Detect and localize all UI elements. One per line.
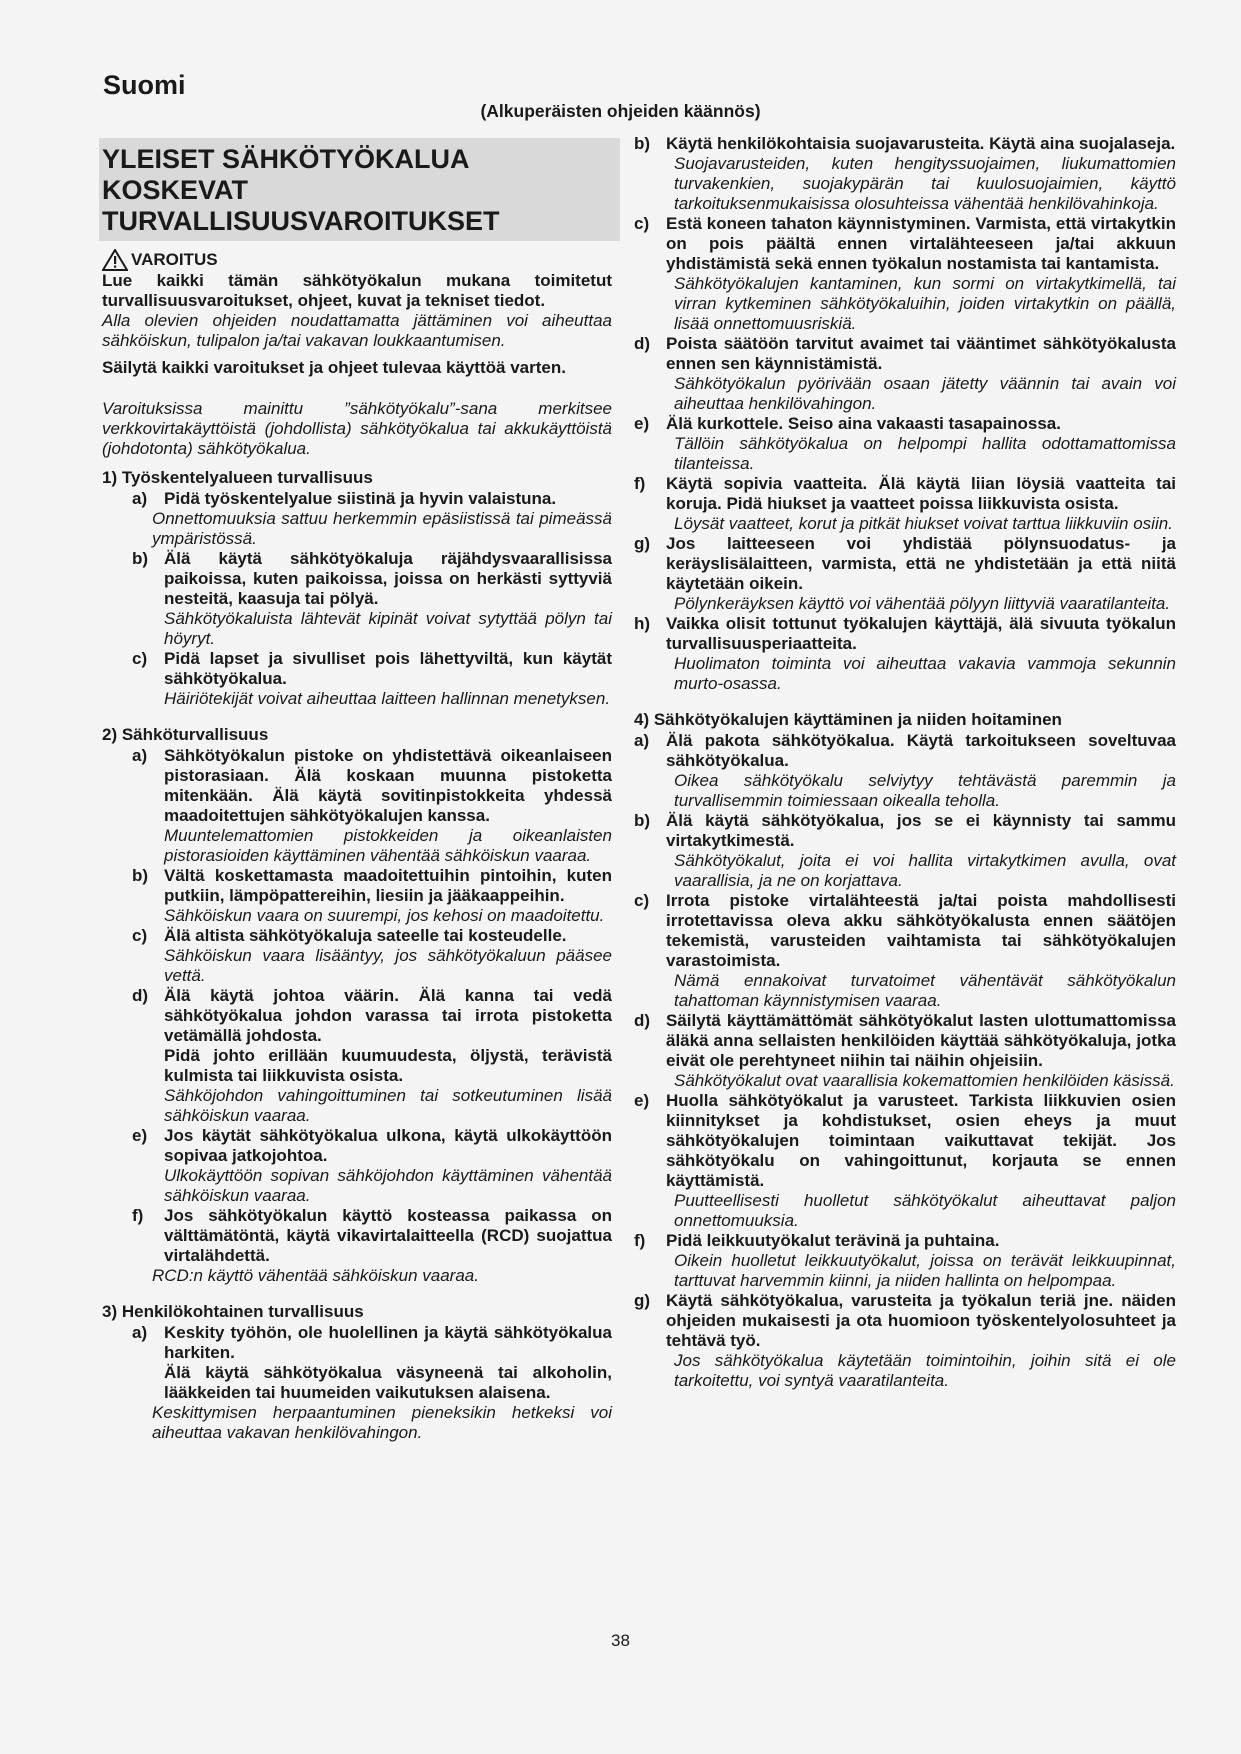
item-label: g)	[634, 1291, 651, 1310]
language-heading: Suomi	[103, 70, 186, 100]
item-bold: Käytä sopivia vaatteita. Älä käytä liian löysiä vaatteita tai koruja. Pidä hiukset ja vaatteet poissa liikkuvista osista.	[666, 474, 1176, 513]
item-italic: Puutteellisesti huolletut sähkötyökalut aiheuttavat paljon onnettomuuksia.	[674, 1191, 1176, 1230]
item-label: e)	[634, 414, 650, 433]
item-bold: Pidä leikkuutyökalut terävinä ja puhtaina.	[666, 1231, 1000, 1250]
list-item	[634, 1231, 1176, 1251]
item-italic: Jos sähkötyökalua käytetään toimintoihin, joihin sitä ei ole tarkoitettu, voi syntyä vaaratilanteita.	[674, 1351, 1176, 1390]
item-label: c)	[132, 649, 148, 668]
intro-italic: Alla olevien ohjeiden noudattamatta jättäminen voi aiheuttaa sähköiskun, tulipalon ja/tai vakavan loukkaantumisen.	[102, 311, 612, 350]
list-item	[102, 649, 612, 689]
item-italic: Sähköiskun vaara on suurempi, jos kehosi on maadoitettu.	[164, 906, 605, 925]
keep-instructions: Säilytä kaikki varoitukset ja ohjeet tulevaa käyttöä varten.	[102, 358, 566, 377]
item-label: a)	[132, 1323, 148, 1342]
item-italic: Tällöin sähkötyökalua on helpompi hallita odottamattomissa tilanteissa.	[674, 434, 1176, 473]
item-bold: Säilytä käyttämättömät sähkötyökalut lasten ulottumattomissa äläkä anna sellaisten henkilöiden käyttää sähkötyökaluja, jotka eivät ole perehtyneet niihin tai näihin ohjeisiin.	[666, 1011, 1176, 1070]
item-bold: Jos käytät sähkötyökalua ulkona, käytä ulkokäyttöön sopivaa jatkojohtoa.	[164, 1126, 612, 1165]
list-item	[634, 891, 1176, 971]
item-italic: Suojavarusteiden, kuten hengityssuojaimen, liukumattomien turvakenkien, suojakypärän tai kuulosuojaimien, käyttö tarkoituksenmukaisissa olosuhteissa vähentää henkilövahinkoja.	[674, 154, 1176, 213]
banner-line: YLEISET SÄHKÖTYÖKALUA	[102, 144, 470, 174]
item-italic: Onnettomuuksia sattuu herkemmin epäsiistissä tai pimeässä ympäristössä.	[152, 509, 612, 548]
section-3-title: 3) Henkilökohtainen turvallisuus	[102, 1302, 364, 1321]
item-italic: Oikein huolletut leikkuutyökalut, joissa on terävät leikkuupinnat, tarttuvat harvemmin kiinni, ja niiden hallinta on helpompaa.	[674, 1251, 1176, 1290]
item-label: f)	[132, 1206, 144, 1225]
item-italic: Sähköjohdon vahingoittuminen tai sotkeutuminen lisää sähköiskun vaaraa.	[164, 1086, 612, 1125]
item-bold: Irrota pistoke virtalähteestä ja/tai poista mahdollisesti irrotettavissa oleva akku sähkötyökalusta ennen säätöjen tekemistä, varusteiden vaihtamista tai sähkötyökalujen varastoimista.	[666, 891, 1176, 970]
item-bold: Vaikka olisit tottunut työkalujen käyttäjä, älä sivuuta työkalun turvallisuusperiaatteita.	[666, 614, 1176, 653]
item-bold-continued: Älä käytä sähkötyökalua väsyneenä tai alkoholin, lääkkeiden tai huumeiden vaikutuksen alaisena.	[164, 1363, 612, 1402]
warning-heading	[102, 249, 612, 271]
item-italic: Nämä ennakoivat turvatoimet vähentävät sähkötyökalun tahattoman käynnistymisen vaaraa.	[674, 971, 1176, 1010]
item-italic: Sähkötyökalujen kantaminen, kun sormi on virtakytkimellä, tai virran kytkeminen sähkötyökaluihin, joiden virtakytkin on päällä, lisää onnettomuusriskiä.	[674, 274, 1176, 333]
list-item	[634, 1291, 1176, 1351]
list-item	[102, 1206, 612, 1266]
list-item	[634, 414, 1176, 434]
item-label: e)	[132, 1126, 148, 1145]
item-italic: Häiriötekijät voivat aiheuttaa laitteen hallinnan menetyksen.	[164, 689, 611, 708]
list-item	[634, 731, 1176, 771]
item-bold: Pidä lapset ja sivulliset pois lähettyviltä, kun käytät sähkötyökalua.	[164, 649, 612, 688]
page-number: 38	[611, 1631, 630, 1650]
item-italic: Sähkötyökaluista lähtevät kipinät voivat sytyttää pölyn tai höyryt.	[164, 609, 612, 648]
warning-triangle-icon	[102, 249, 128, 271]
item-italic: Keskittymisen herpaantuminen pieneksikin hetkeksi voi aiheuttaa vakavan henkilövahingon.	[152, 1403, 612, 1442]
item-bold: Sähkötyökalun pistoke on yhdistettävä oikeanlaiseen pistorasiaan. Älä koskaan muunna pistoketta mitenkään. Älä käytä sovitinpistokkeita yhdessä maadoitettujen sähkötyökalujen kanssa.	[164, 746, 612, 825]
list-item	[634, 474, 1176, 514]
item-label: b)	[132, 866, 149, 885]
banner-line: TURVALLISUUSVAROITUKSET	[102, 206, 500, 236]
translation-note: (Alkuperäisten ohjeiden käännös)	[480, 101, 761, 121]
list-item	[102, 746, 612, 826]
item-bold: Älä käytä johtoa väärin. Älä kanna tai vedä sähkötyökalua johdon varassa tai irrota pistoketta vetämällä johdosta.	[164, 986, 612, 1045]
item-italic: Ulkokäyttöön sopivan sähköjohdon käyttäminen vähentää sähköiskun vaaraa.	[164, 1166, 612, 1205]
item-italic: Huolimaton toiminta voi aiheuttaa vakavia vammoja sekunnin murto-osassa.	[674, 654, 1176, 693]
item-label: d)	[132, 986, 149, 1005]
item-italic: Muuntelemattomien pistokkeiden ja oikeanlaisten pistorasioiden käyttäminen vähentää sähköiskun vaaraa.	[164, 826, 612, 865]
item-label: d)	[634, 334, 651, 353]
item-label: a)	[634, 731, 650, 750]
section-1-title: 1) Työskentelyalueen turvallisuus	[102, 468, 373, 487]
list-item	[102, 986, 612, 1046]
intro-bold: Lue kaikki tämän sähkötyökalun mukana toimitetut turvallisuusvaroitukset, ohjeet, kuvat ja tekniset tiedot.	[102, 271, 612, 310]
list-item	[102, 866, 612, 906]
section-2-title: 2) Sähköturvallisuus	[102, 725, 269, 744]
item-italic: Pölynkeräyksen käyttö voi vähentää pölyyn liittyviä vaaratilanteita.	[674, 594, 1171, 613]
item-label: b)	[634, 811, 651, 830]
item-italic: Sähköiskun vaara lisääntyy, jos sähkötyökaluun pääsee vettä.	[164, 946, 612, 985]
list-item	[102, 549, 612, 609]
item-label: a)	[132, 489, 148, 508]
item-label: b)	[634, 134, 651, 153]
left-column	[102, 133, 612, 1443]
section-banner	[99, 138, 620, 241]
list-item	[102, 1126, 612, 1166]
item-bold: Älä kurkottele. Seiso aina vakaasti tasapainossa.	[666, 414, 1061, 433]
item-bold: Keskity työhön, ole huolellinen ja käytä sähkötyökalua harkiten.	[164, 1323, 612, 1362]
item-label: e)	[634, 1091, 650, 1110]
item-label: h)	[634, 614, 651, 633]
warning-label: VAROITUS	[131, 250, 218, 269]
item-bold: Käytä henkilökohtaisia suojavarusteita. Käytä aina suojalaseja.	[666, 134, 1176, 153]
item-label: c)	[132, 926, 148, 945]
item-italic: Sähkötyökalut, joita ei voi hallita virtakytkimen avulla, ovat vaarallisia, ja ne on korjattava.	[674, 851, 1176, 890]
list-item	[634, 534, 1176, 594]
item-bold: Älä käytä sähkötyökalua, jos se ei käynnisty tai sammu virtakytkimestä.	[666, 811, 1176, 850]
item-label: f)	[634, 474, 646, 493]
list-item	[634, 811, 1176, 851]
item-italic: Oikea sähkötyökalu selviytyy tehtävästä paremmin ja turvallisemmin toimiessaan oikealla teholla.	[674, 771, 1176, 810]
item-label: d)	[634, 1011, 651, 1030]
item-bold: Jos laitteeseen voi yhdistää pölynsuodatus- ja keräyslisälaitteen, varmista, että ne yhdistetään ja että niitä käytetään oikein.	[666, 534, 1176, 593]
item-label: c)	[634, 214, 650, 233]
item-bold: Vältä koskettamasta maadoitettuihin pintoihin, kuten putkiin, lämpöpattereihin, liesiin ja jääkaappeihin.	[164, 866, 612, 905]
item-label: g)	[634, 534, 651, 553]
item-bold: Estä koneen tahaton käynnistyminen. Varmista, että virtakytkin on pois päältä ennen virtalähteeseen ja/tai akkuun yhdistämistä sekä ennen työkalun nostamista tai kantamista.	[666, 214, 1176, 273]
item-bold: Älä pakota sähkötyökalua. Käytä tarkoitukseen soveltuvaa sähkötyökalua.	[666, 731, 1176, 770]
list-item	[634, 214, 1176, 274]
item-bold: Poista säätöön tarvitut avaimet tai vääntimet sähkötyökalusta ennen sen käynnistämistä.	[666, 334, 1176, 373]
list-item	[634, 334, 1176, 374]
definition-paragraph: Varoituksissa mainittu ”sähkötyökalu”-sana merkitsee verkkovirtakäyttöistä (johdollista) sähkötyökalua tai akkukäyttöistä (johdotonta) sähkötyökalua.	[102, 399, 612, 458]
right-column	[634, 134, 1176, 1391]
list-item	[634, 1091, 1176, 1191]
item-label: c)	[634, 891, 650, 910]
list-item	[102, 926, 612, 946]
item-label: a)	[132, 746, 148, 765]
list-item	[102, 489, 612, 509]
item-bold: Pidä työskentelyalue siistinä ja hyvin valaistuna.	[164, 489, 557, 508]
item-bold: Jos sähkötyökalun käyttö kosteassa paikassa on välttämätöntä, käytä vikavirtalaitteella (RCD) suojattua virtalähdettä.	[164, 1206, 612, 1265]
item-bold: Älä altista sähkötyökaluja sateelle tai kosteudelle.	[164, 926, 567, 945]
banner-line: KOSKEVAT	[102, 175, 249, 205]
item-italic: RCD:n käyttö vähentää sähköiskun vaaraa.	[152, 1266, 479, 1285]
item-italic: Sähkötyökalut ovat vaarallisia kokemattomien henkilöiden käsissä.	[674, 1071, 1175, 1090]
list-item	[634, 134, 1176, 154]
item-italic: Sähkötyökalun pyörivään osaan jätetty väännin tai avain voi aiheuttaa henkilövahingon.	[674, 374, 1176, 413]
item-bold: Älä käytä sähkötyökaluja räjähdysvaarallisissa paikoissa, kuten paikoissa, joissa on herkästi syttyviä nesteitä, kaasuja tai pölyä.	[164, 549, 612, 608]
item-bold: Käytä sähkötyökalua, varusteita ja työkalun teriä jne. näiden ohjeiden mukaisesti ja ota huomioon työskentelyolosuhteet ja tehtävä työ.	[666, 1291, 1176, 1350]
item-label: f)	[634, 1231, 646, 1250]
item-bold-continued: Pidä johto erillään kuumuudesta, öljystä, terävistä kulmista tai liikkuvista osista.	[164, 1046, 612, 1085]
list-item	[634, 614, 1176, 654]
section-4-title: 4) Sähkötyökalujen käyttäminen ja niiden hoitaminen	[634, 710, 1062, 729]
item-bold: Huolla sähkötyökalut ja varusteet. Tarkista liikkuvien osien kiinnitykset ja kohdistukset, osien eheys ja muut sähkötyökalujen toimintaan vaikuttavat tekijät. Jos sähkötyökalu on vahingoittunut, korjauta se ennen käyttämistä.	[666, 1091, 1176, 1190]
item-label: b)	[132, 549, 149, 568]
list-item	[634, 1011, 1176, 1071]
list-item	[102, 1323, 612, 1363]
item-italic: Löysät vaatteet, korut ja pitkät hiukset voivat tarttua liikkuviin osiin.	[674, 514, 1173, 533]
